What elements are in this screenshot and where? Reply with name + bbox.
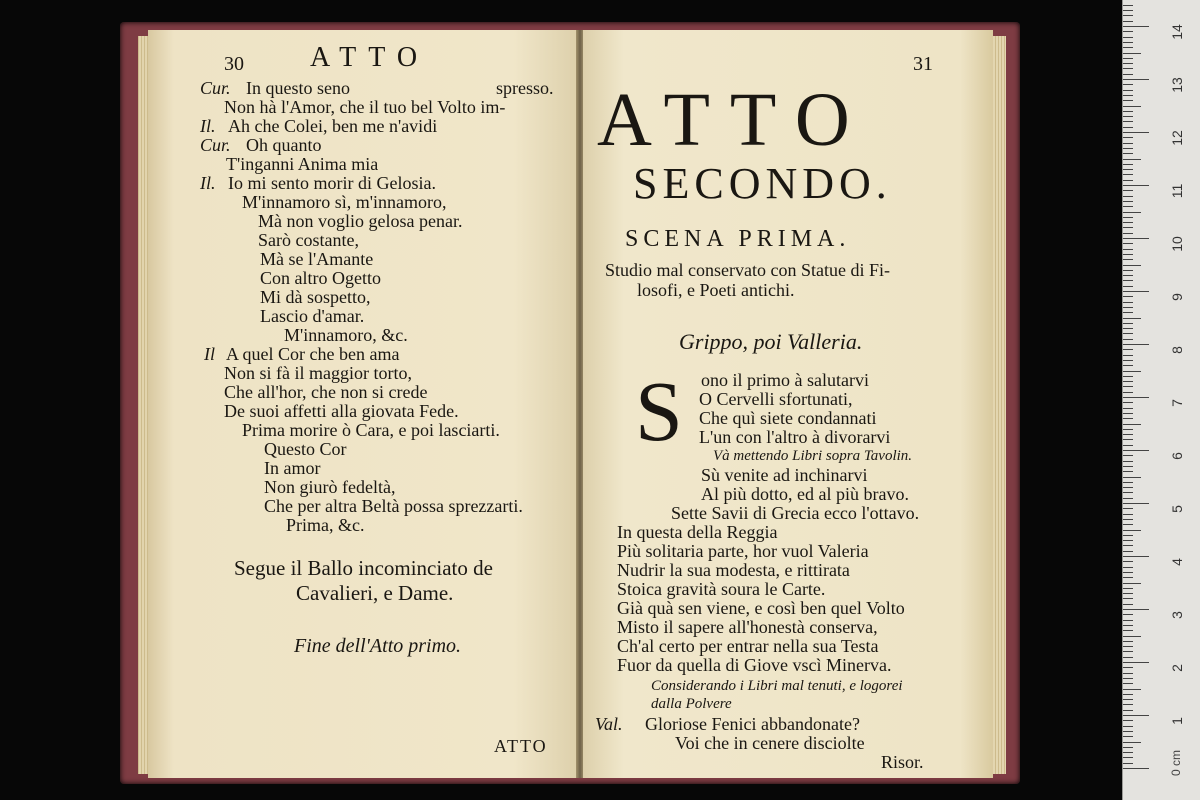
ruler-tick xyxy=(1123,180,1133,181)
ruler-tick xyxy=(1123,323,1133,324)
ruler-tick xyxy=(1123,524,1133,525)
ruler-tick xyxy=(1123,10,1133,11)
ruler-tick xyxy=(1123,402,1133,403)
ruler-tick xyxy=(1123,742,1141,743)
verse-line: Misto il sapere all'honestà conserva, xyxy=(617,617,878,637)
ruler-number: 12 xyxy=(1169,130,1185,146)
scene-setting: losofi, e Poeti antichi. xyxy=(637,280,795,300)
ruler-tick xyxy=(1123,577,1133,578)
ruler-tick xyxy=(1123,21,1133,22)
ruler-number: 3 xyxy=(1169,611,1185,619)
ruler-tick xyxy=(1123,689,1141,690)
verse-line: Già quà sen viene, e così ben quel Volto xyxy=(617,598,905,618)
ruler-tick xyxy=(1123,68,1133,69)
ruler-number: 11 xyxy=(1169,183,1185,199)
stage-direction: Considerando i Libri mal tenuti, e logorei xyxy=(651,678,903,694)
ruler-tick xyxy=(1123,641,1133,642)
ruler-tick xyxy=(1123,206,1133,207)
left-page xyxy=(148,30,578,778)
verse-line: In questo seno xyxy=(246,78,350,98)
ruler-tick xyxy=(1123,630,1133,631)
ruler-tick xyxy=(1123,514,1133,515)
speaker: Val. xyxy=(595,714,623,734)
ruler-tick xyxy=(1123,153,1133,154)
ruler-tick xyxy=(1123,567,1133,568)
ruler-tick xyxy=(1123,111,1133,112)
verse-line: Mà non voglio gelosa penar. xyxy=(258,211,463,231)
ruler-tick xyxy=(1123,217,1133,218)
ruler-tick xyxy=(1123,121,1133,122)
ruler-tick xyxy=(1123,381,1133,382)
verse-line: Sette Savii di Grecia ecco l'ottavo. xyxy=(671,503,920,523)
ruler-tick xyxy=(1123,26,1149,27)
verse-line: A quel Cor che ben ama xyxy=(226,344,400,364)
verse-line: O Cervelli sfortunati, xyxy=(699,389,853,409)
ruler-tick xyxy=(1123,673,1133,674)
ruler-tick xyxy=(1123,265,1141,266)
ruler-tick xyxy=(1123,455,1133,456)
ruler-tick xyxy=(1123,233,1133,234)
ruler-tick xyxy=(1123,471,1133,472)
ruler-tick xyxy=(1123,736,1133,737)
ruler-tick xyxy=(1123,174,1133,175)
ruler-tick xyxy=(1123,752,1133,753)
verse-line: Nudrir la sua modesta, e rittirata xyxy=(617,560,850,580)
ruler-tick xyxy=(1123,439,1133,440)
ruler-tick xyxy=(1123,127,1133,128)
ruler-tick xyxy=(1123,164,1133,165)
scene-heading: SCENA PRIMA. xyxy=(625,226,851,252)
ruler-tick xyxy=(1123,477,1141,478)
ruler-tick xyxy=(1123,90,1133,91)
ruler-tick xyxy=(1123,74,1133,75)
scene-setting: Studio mal conservato con Statue di Fi- xyxy=(605,260,890,280)
ruler-tick xyxy=(1123,238,1149,239)
ruler-tick xyxy=(1123,715,1149,716)
ruler-number: 6 xyxy=(1169,452,1185,460)
ruler-tick xyxy=(1123,720,1133,721)
ruler-tick xyxy=(1123,413,1133,414)
verse-line: Io mi sento morir di Gelosia. xyxy=(228,173,436,193)
ruler-tick xyxy=(1123,710,1133,711)
ruler-tick xyxy=(1123,492,1133,493)
drop-cap: S xyxy=(635,363,683,459)
ruler-tick xyxy=(1123,185,1149,186)
ruler-tick xyxy=(1123,763,1133,764)
ruler-number: 4 xyxy=(1169,558,1185,566)
ruler-tick xyxy=(1123,259,1133,260)
act-subtitle: SECONDO. xyxy=(633,159,892,208)
ruler-tick xyxy=(1123,254,1133,255)
ruler-tick xyxy=(1123,726,1133,727)
catchword: ATTO xyxy=(494,736,548,756)
ruler-number: 13 xyxy=(1169,77,1185,93)
ruler-tick xyxy=(1123,667,1133,668)
verse-line: M'innamoro sì, m'innamoro, xyxy=(242,192,447,212)
ruler-tick xyxy=(1123,699,1133,700)
ruler-tick xyxy=(1123,243,1133,244)
verse-line: Al più dotto, ed al più bravo. xyxy=(701,484,909,504)
ruler-tick xyxy=(1123,731,1133,732)
ruler-tick xyxy=(1123,545,1133,546)
ruler-tick xyxy=(1123,100,1133,101)
verse-line: Sarò costante, xyxy=(258,230,359,250)
ruler-tick xyxy=(1123,270,1133,271)
verse-line: Lascio d'amar. xyxy=(260,306,365,326)
ruler-tick xyxy=(1123,212,1141,213)
ruler-tick xyxy=(1123,556,1149,557)
ruler-tick xyxy=(1123,519,1133,520)
ruler-tick xyxy=(1123,466,1133,467)
ruler-tick xyxy=(1123,386,1133,387)
ruler-tick xyxy=(1123,159,1141,160)
ruler-tick xyxy=(1123,704,1133,705)
ruler-tick xyxy=(1123,312,1133,313)
ruler-tick xyxy=(1123,508,1133,509)
speaker: Cur. xyxy=(200,135,231,155)
speaker: Il. xyxy=(200,173,216,193)
verse-line: Questo Cor xyxy=(264,439,347,459)
ruler-tick xyxy=(1123,371,1141,372)
ruler-tick xyxy=(1123,429,1133,430)
ruler-tick xyxy=(1123,196,1133,197)
verse-line: Ch'al certo per entrar nella sua Testa xyxy=(617,636,879,656)
verse-line: Stoica gravità soura le Carte. xyxy=(617,579,826,599)
ruler-tick xyxy=(1123,694,1133,695)
ruler-tick xyxy=(1123,678,1133,679)
ruler-tick xyxy=(1123,302,1133,303)
verse-line: Voi che in cenere disciolte xyxy=(675,733,865,753)
ruler-tick xyxy=(1123,132,1149,133)
act-title: ATTO xyxy=(597,78,870,162)
ruler-tick xyxy=(1123,47,1133,48)
verse-line: Che per altra Beltà possa sprezzarti. xyxy=(264,496,523,516)
verse-line: Che quì siete condannati xyxy=(699,408,877,428)
ruler-tick xyxy=(1123,583,1141,584)
verse-line: Ah che Colei, ben me n'avidi xyxy=(228,116,438,136)
ruler-tick xyxy=(1123,408,1133,409)
ruler-tick xyxy=(1123,291,1149,292)
verse-line: Più solitaria parte, hor vuol Valeria xyxy=(617,541,869,561)
ruler-tick xyxy=(1123,227,1133,228)
running-head: ATTO xyxy=(310,42,430,73)
ruler-tick xyxy=(1123,768,1149,769)
ruler-tick xyxy=(1123,201,1133,202)
ruler-number: 9 xyxy=(1169,293,1185,301)
ruler-tick xyxy=(1123,683,1133,684)
ruler-unit: 0 cm xyxy=(1169,749,1184,777)
stage-direction: dalla Polvere xyxy=(651,696,732,712)
ruler-tick xyxy=(1123,503,1149,504)
ruler-tick xyxy=(1123,190,1133,191)
ruler-tick xyxy=(1123,148,1133,149)
ruler-tick xyxy=(1123,450,1149,451)
ruler-tick xyxy=(1123,598,1133,599)
ruler-tick xyxy=(1123,318,1141,319)
ruler-tick xyxy=(1123,63,1133,64)
verse-line: In questa della Reggia xyxy=(617,522,778,542)
stage-direction: Và mettendo Libri sopra Tavolin. xyxy=(713,448,913,464)
ruler-tick xyxy=(1123,662,1149,663)
verse-line: Sù venite ad inchinarvi xyxy=(701,465,868,485)
ruler-tick xyxy=(1123,646,1133,647)
ruler-tick xyxy=(1123,757,1133,758)
ruler-number: 5 xyxy=(1169,505,1185,513)
ruler-tick xyxy=(1123,593,1133,594)
closing-direction: Cavalieri, e Dame. xyxy=(296,581,454,605)
ruler-number: 8 xyxy=(1169,346,1185,354)
ruler-tick xyxy=(1123,418,1133,419)
speaker: Il. xyxy=(200,116,216,136)
ruler-tick xyxy=(1123,222,1133,223)
ruler-tick xyxy=(1123,530,1141,531)
verse-line: Mà se l'Amante xyxy=(260,249,374,269)
page-number: 31 xyxy=(913,53,933,75)
verse-line: L'un con l'altro à divorarvi xyxy=(699,427,891,447)
ruler-tick xyxy=(1123,296,1133,297)
verse-line: De suoi affetti alla giovata Fede. xyxy=(224,401,459,421)
ruler-tick xyxy=(1123,625,1133,626)
ruler-tick xyxy=(1123,657,1133,658)
ruler-tick xyxy=(1123,137,1133,138)
ruler-tick xyxy=(1123,604,1133,605)
page-number: 30 xyxy=(224,53,244,75)
ruler-tick xyxy=(1123,540,1133,541)
right-page xyxy=(583,30,993,778)
ruler-tick xyxy=(1123,360,1133,361)
ruler-tick xyxy=(1123,376,1133,377)
ruler-tick xyxy=(1123,424,1141,425)
verse-line-continuation: spresso. xyxy=(496,78,554,98)
ruler-tick xyxy=(1123,286,1133,287)
ruler-number: 14 xyxy=(1169,24,1185,40)
ruler-tick xyxy=(1123,349,1133,350)
measuring-ruler xyxy=(1122,0,1200,800)
verse-line: Fuor da quella di Giove vscì Minerva. xyxy=(617,655,892,675)
ruler-tick xyxy=(1123,15,1133,16)
ruler-tick xyxy=(1123,572,1133,573)
ruler-tick xyxy=(1123,355,1133,356)
ruler-tick xyxy=(1123,614,1133,615)
verse-line: In amor xyxy=(264,458,321,478)
ruler-tick xyxy=(1123,116,1133,117)
verse-line: Con altro Ogetto xyxy=(260,268,381,288)
ruler-tick xyxy=(1123,280,1133,281)
ruler-tick xyxy=(1123,551,1133,552)
verse-line: Gloriose Fenici abbandonate? xyxy=(645,714,860,734)
ruler-tick xyxy=(1123,58,1133,59)
ruler-tick xyxy=(1123,275,1133,276)
verse-line: M'innamoro, &c. xyxy=(284,325,408,345)
ruler-tick xyxy=(1123,535,1133,536)
ruler-tick xyxy=(1123,328,1133,329)
verse-line: Mi dà sospetto, xyxy=(260,287,371,307)
verse-line: Oh quanto xyxy=(246,135,322,155)
ruler-tick xyxy=(1123,5,1133,6)
ruler-tick xyxy=(1123,95,1133,96)
ruler-tick xyxy=(1123,365,1133,366)
ruler-tick xyxy=(1123,307,1133,308)
ruler-tick xyxy=(1123,53,1141,54)
end-of-act: Fine dell'Atto primo. xyxy=(294,635,462,657)
closing-direction: Segue il Ballo incominciato de xyxy=(234,556,493,580)
verse-line: Non si fà il maggior torto, xyxy=(224,363,412,383)
ruler-tick xyxy=(1123,498,1133,499)
catchword: Risor. xyxy=(881,752,924,772)
ruler-tick xyxy=(1123,37,1133,38)
ruler-tick xyxy=(1123,106,1141,107)
ruler-tick xyxy=(1123,747,1133,748)
verse-line: Non giurò fedeltà, xyxy=(264,477,396,497)
ruler-tick xyxy=(1123,397,1149,398)
ruler-tick xyxy=(1123,143,1133,144)
ruler-tick xyxy=(1123,445,1133,446)
ruler-tick xyxy=(1123,344,1149,345)
ruler-tick xyxy=(1123,651,1133,652)
ruler-tick xyxy=(1123,31,1133,32)
ruler-tick xyxy=(1123,620,1133,621)
ruler-tick xyxy=(1123,84,1133,85)
speaker: Il xyxy=(204,344,215,364)
verse-line: Che all'hor, che non si crede xyxy=(224,382,428,402)
ruler-tick xyxy=(1123,79,1149,80)
ruler-number: 10 xyxy=(1169,236,1185,252)
ruler-tick xyxy=(1123,42,1133,43)
verse-line: ono il primo à salutarvi xyxy=(701,370,869,390)
ruler-tick xyxy=(1123,392,1133,393)
verse-line: T'inganni Anima mia xyxy=(226,154,379,174)
verse-line: Prima morire ò Cara, e poi lasciarti. xyxy=(242,420,500,440)
verse-line: Non hà l'Amor, che il tuo bel Volto im- xyxy=(224,97,506,117)
ruler-tick xyxy=(1123,333,1133,334)
ruler-tick xyxy=(1123,169,1133,170)
ruler-tick xyxy=(1123,339,1133,340)
ruler-number: 1 xyxy=(1169,717,1185,725)
ruler-tick xyxy=(1123,561,1133,562)
ruler-tick xyxy=(1123,636,1141,637)
ruler-tick xyxy=(1123,588,1133,589)
scene-characters: Grippo, poi Valleria. xyxy=(679,329,863,354)
speaker: Cur. xyxy=(200,78,231,98)
ruler-number: 2 xyxy=(1169,664,1185,672)
verse-line: Prima, &c. xyxy=(286,515,365,535)
ruler-tick xyxy=(1123,482,1133,483)
ruler-tick xyxy=(1123,434,1133,435)
page-edges-right xyxy=(992,36,1006,774)
ruler-tick xyxy=(1123,609,1149,610)
ruler-tick xyxy=(1123,487,1133,488)
ruler-tick xyxy=(1123,461,1133,462)
ruler-tick xyxy=(1123,249,1133,250)
ruler-number: 7 xyxy=(1169,399,1185,407)
